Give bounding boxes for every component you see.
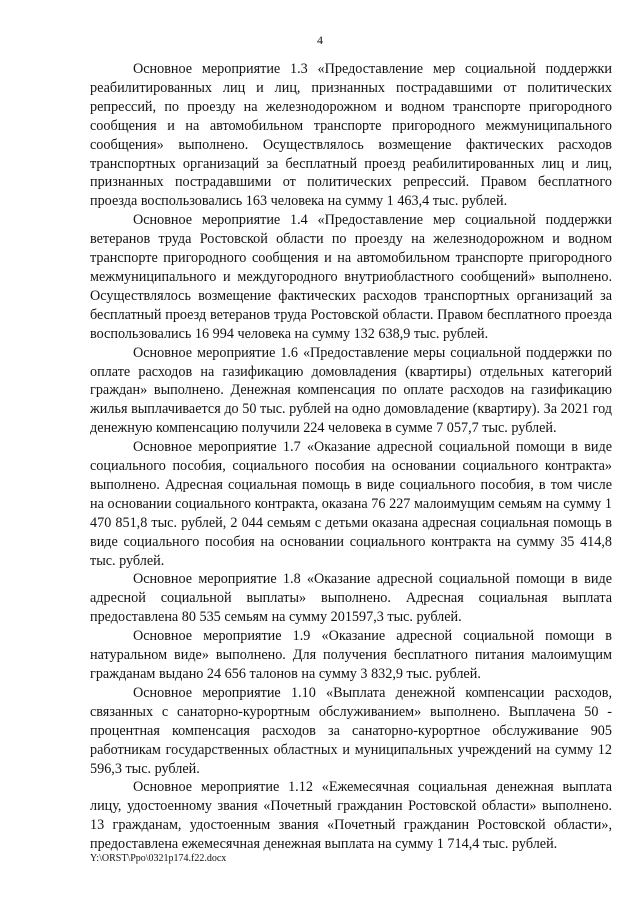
footer-file-path: Y:\ORST\Ppo\0321p174.f22.docx	[90, 853, 227, 864]
paragraph-measure-1-3: Основное мероприятие 1.3 «Предоставление мер социальной поддержки реабилитированных лиц и лиц, признанных пострадавшими от политических репрессий, по проезду на железнодорожном и водном транспорте пригородного сообщения и на автомобильном транспорте пригородного межмуниципального сообщения» выполнено. Осуществлялось возмещение фактических расходов транспортных организаций за бесплатный проезд реабилитированных лиц и лиц, признанных пострадавшими от политических репрессий. Правом бесплатного проезда воспользовались 163 человека на сумму 1 463,4 тыс. рублей.	[90, 61, 612, 210]
paragraph-measure-1-6: Основное мероприятие 1.6 «Предоставление меры социальной поддержки по оплате расходов на газификацию домовладения (квартиры) отдельных категорий граждан» выполнено. Денежная компенсация по оплате расходов на газификацию жилья выплачивается до 50 тыс. рублей на одно домовладение (квартиру). За 2021 год денежную компенсацию получили 224 человека в сумме 7 057,7 тыс. рублей.	[90, 344, 612, 437]
paragraph-measure-1-8: Основное мероприятие 1.8 «Оказание адресной социальной помощи в виде адресной социальной выплаты» выполнено. Адресная социальная выплата предоставлена 80 535 семьям на сумму 201597,3 тыс. рублей.	[90, 571, 612, 626]
paragraph-measure-1-10: Основное мероприятие 1.10 «Выплата денежной компенсации расходов, связанных с санаторно-курортным обслуживанием» выполнено. Выплачена 50 - процентная компенсация расходов за санаторно-курортное обслуживание 905 работникам государственных областных и муниципальных учреждений на сумму 12 596,3 тыс. рублей.	[90, 684, 612, 777]
paragraph-measure-1-9: Основное мероприятие 1.9 «Оказание адресной социальной помощи в натуральном виде» выполнено. Для получения бесплатного питания малоимущим гражданам выдано 24 656 талонов на сумму 3 832,9 тыс. рублей.	[90, 628, 612, 682]
paragraph-measure-1-4: Основное мероприятие 1.4 «Предоставление мер социальной поддержки ветеранов труда Ростовской области по проезду на железнодорожном и водном транспорте пригородного сообщения и на автомобильном транспорте пригородного межмуниципального и междугородного внутриобластного сообщений» выполнено. Осуществлялось возмещение фактических расходов транспортных организаций за бесплатный проезд ветеранов труда Ростовской области. Правом бесплатного проезда воспользовались 16 994 человека на сумму 132 638,9 тыс. рублей.	[90, 212, 612, 342]
page-number: 4	[317, 33, 323, 47]
document-body	[90, 60, 612, 854]
paragraph-measure-1-7: Основное мероприятие 1.7 «Оказание адресной социальной помощи в виде социального пособия, социального пособия на основании социального контракта» выполнено. Адресная социальная помощь в виде социального пособия, в том числе на основании социального контракта, оказана 76 227 малоимущим семьям на сумму 1 470 851,8 тыс. рублей, 2 044 семьям с детьми оказана адресная социальная помощь в виде социального пособия на основании социального контракта на сумму 35 414,8 тыс. рублей.	[90, 439, 612, 569]
paragraph-measure-1-12: Основное мероприятие 1.12 «Ежемесячная социальная денежная выплата лицу, удостоенному звания «Почетный гражданин Ростовской области» выполнено. 13 гражданам, удостоенным звания «Почетный гражданин Ростовской области», предоставлена ежемесячная денежная выплата на сумму 1 714,4 тыс. рублей.	[90, 779, 612, 853]
